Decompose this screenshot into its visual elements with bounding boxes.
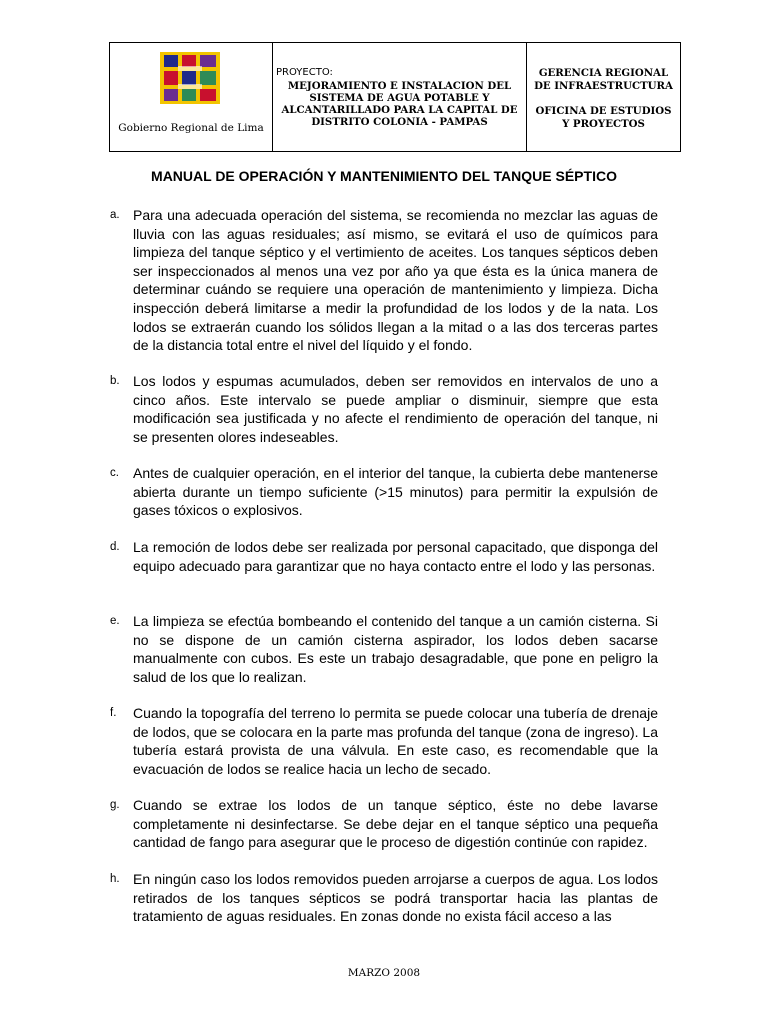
page-footer-date: MARZO 2008 — [347, 967, 421, 979]
item-letter: d. — [110, 541, 120, 553]
oficina-line-2: Y PROYECTOS — [562, 117, 645, 130]
item-letter: b. — [110, 375, 120, 387]
item-letter: c. — [110, 467, 119, 479]
document-title: MANUAL DE OPERACIÓN Y MANTENIMIENTO DEL TANQUE SÉPTICO — [151, 168, 617, 184]
item-text: La limpieza se efectúa bombeando el contenido del tanque a un camión cisterna. Si no se dispone de un camión cisterna aspirador, los lodos deben sacarse manualmente con cubos. Es este un trabajo desagradable, que pone en peligro la salud de los que lo realizan. — [133, 613, 658, 685]
gerencia-line-2: DE INFRAESTRUCTURA — [534, 79, 673, 92]
item-letter: e. — [110, 615, 120, 627]
item-letter: g. — [110, 799, 120, 811]
item-letter: h. — [110, 873, 120, 885]
item-text: Cuando se extrae los lodos de un tanque séptico, éste no debe lavarse completamente ni desinfectarse. Se debe dejar en el tanque séptico una pequeña cantidad de fango para asegurar que le proceso de digestión continúe con rapidez. — [133, 797, 658, 851]
oficina-block — [527, 105, 680, 130]
item-letter: a. — [110, 209, 120, 221]
project-label: PROYECTO: — [276, 67, 333, 78]
item-text: La remoción de lodos debe ser realizada por personal capacitado, que disponga del equipo adecuado para garantizar que no haya contacto entre el lodo y las personas. — [133, 539, 658, 574]
item-text: Antes de cualquier operación, en el interior del tanque, la cubierta debe mantenerse abierta durante un tiempo suficiente (>15 minutos) para permitir la expulsión de gases tóxicos o explosivos. — [133, 465, 658, 519]
document-header — [109, 42, 681, 152]
gerencia-block — [527, 67, 680, 92]
header-left-cell — [110, 43, 273, 151]
item-text: Para una adecuada operación del sistema, se recomienda no mezclar las aguas de lluvia con las aguas residuales; así mismo, se evitará el uso de químicos para limpieza del tanque séptico y el vertimiento de aceites. Los tanques sépticos deben ser inspeccionados al menos una vez por año ya que ésta es la única manera de determinar cuándo se requiere una operación de mantenimiento y limpieza. Dicha inspección deberá limitarse a medir la profundidad de los lodos y de la nata. Los lodos se extraerán cuando los sólidos llegan a la mitad o a las dos terceras partes de la distancia total entre el nivel del líquido y el fondo. — [133, 207, 658, 354]
header-right-cell — [527, 43, 680, 151]
gerencia-line-1: GERENCIA REGIONAL — [538, 67, 669, 79]
oficina-line-1: OFICINA DE ESTUDIOS — [535, 105, 672, 117]
item-text: Los lodos y espumas acumulados, deben ser removidos en intervalos de uno a cinco años. Este intervalo se puede ampliar o disminuir, siempre que esta modificación sea justificada y no afecte el rendimiento de operación del tanque, ni se presenten olores indeseables. — [133, 373, 658, 445]
regional-government-logo-icon — [160, 52, 220, 104]
org-name: Gobierno Regional de Lima — [118, 122, 264, 134]
item-text: En ningún caso los lodos removidos pueden arrojarse a cuerpos de agua. Los lodos retirados de los tanques sépticos se podrá transportar hacia las plantas de tratamiento de aguas residuales. En zonas donde no exista fácil acceso a las — [133, 871, 658, 925]
project-title: MEJORAMIENTO E INSTALACION DEL SISTEMA DE AGUA POTABLE Y ALCANTARILLADO PARA LA CAPITAL DE DISTRITO COLONIA - PAMPAS — [281, 80, 518, 128]
item-text: Cuando la topografía del terreno lo permita se puede colocar una tubería de drenaje de lodos, que se colocara en la parte mas profunda del tanque (zona de ingreso). La tubería estará provista de una válvula. En este caso, es recomendable que la evacuación de lodos se realice hacia un lecho de secado. — [133, 705, 658, 777]
header-project-cell — [273, 43, 527, 151]
item-letter: f. — [110, 707, 117, 719]
